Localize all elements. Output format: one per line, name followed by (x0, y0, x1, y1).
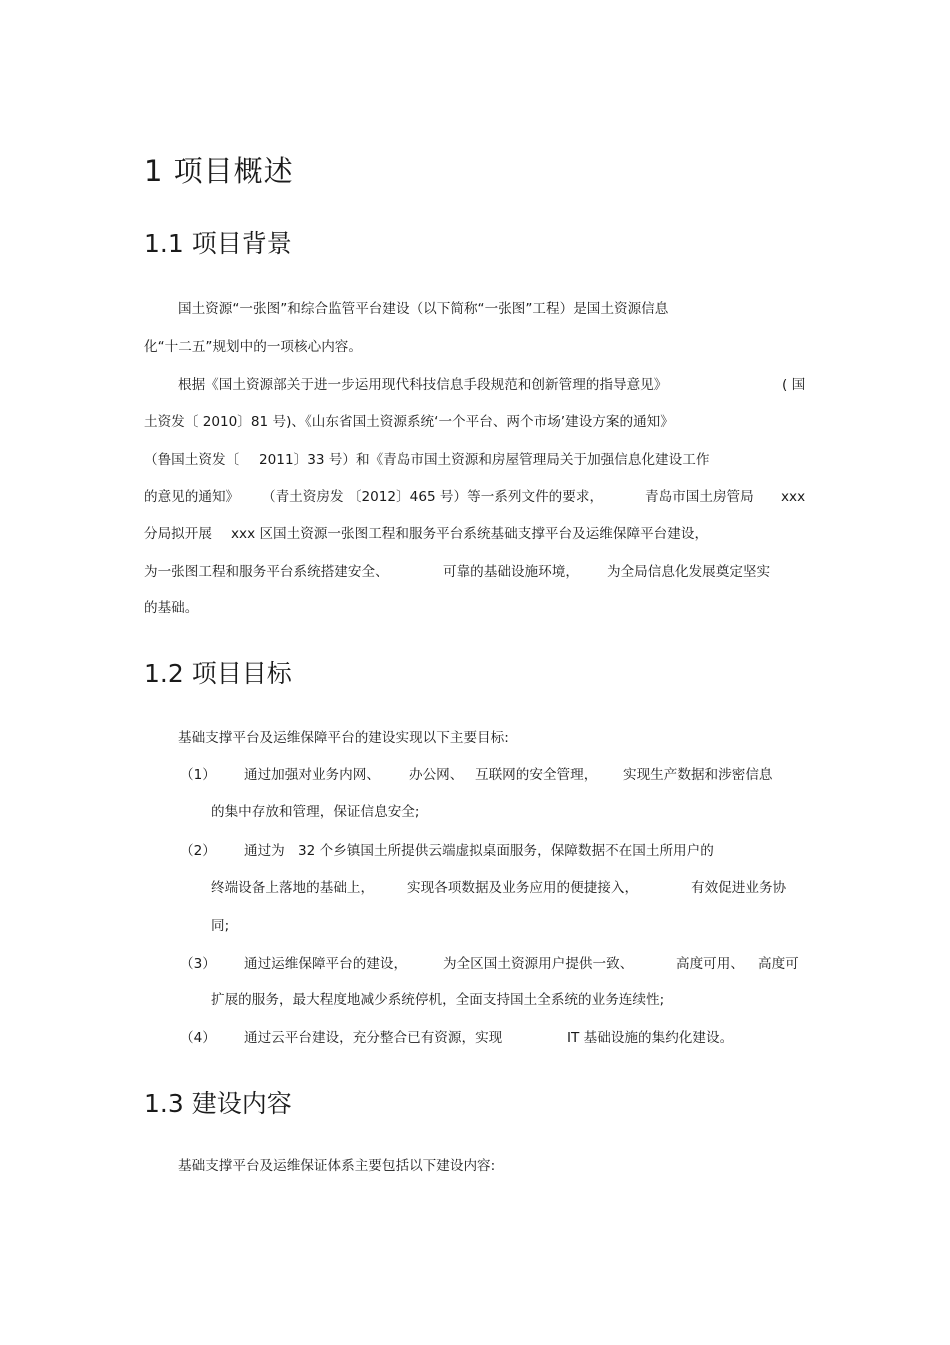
paragraph-line: 青岛市国土房管局 (645, 489, 754, 505)
paragraph-line: 国土资源“一张图”和综合监管平台建设（以下简称“一张图”工程）是国土资源信息 (178, 301, 669, 317)
paragraph-line: 根据《国土资源部关于进一步运用现代科技信息手段规范和创新管理的指导意见》 (178, 377, 668, 393)
paragraph-line: ( 国 (782, 377, 806, 393)
paragraph-line: （鲁国土资发〔 (144, 452, 240, 468)
list-number: （2） (180, 843, 216, 859)
list-number: （1） (180, 767, 216, 783)
list-text: 同; (211, 918, 230, 934)
list-text: 通过云平台建设，充分整合已有资源，实现 (244, 1030, 503, 1046)
section-intro: 基础支撑平台及运维保障平台的建设实现以下主要目标: (178, 730, 509, 746)
paragraph-line: 化“十二五”规划中的一项核心内容。 (144, 339, 362, 355)
section-title-1-1: 1.1 项目背景 (144, 229, 292, 258)
list-text: 高度可 (758, 956, 799, 972)
list-number: （3） (180, 956, 216, 972)
paragraph-line: 土资发〔 2010〕81 号)、《山东省国土资源系统‘一个平台、两个市场’建设方案的通知》 (144, 414, 674, 430)
section-title-1-2: 1.2 项目目标 (144, 659, 292, 688)
paragraph-line: xxx 区国土资源一张图工程和服务平台系统基础支撑平台及运维保障平台建设， (231, 526, 709, 542)
list-text: 互联网的安全管理， (475, 767, 598, 783)
list-text: IT 基础设施的集约化建设。 (567, 1030, 734, 1046)
list-text: 实现各项数据及业务应用的便捷接入， (407, 880, 639, 896)
list-text: 通过为 (244, 843, 285, 859)
paragraph-line: （青土资房发 〔2012〕465 号）等一系列文件的要求， (262, 489, 604, 505)
list-text: 32 个乡镇国土所提供云端虚拟桌面服务，保障数据不在国土所用户的 (298, 843, 714, 859)
section-title-1-3: 1.3 建设内容 (144, 1089, 292, 1118)
paragraph-line: 2011〕33 号）和《青岛市国土资源和房屋管理局关于加强信息化建设工作 (259, 452, 710, 468)
paragraph-line: 为全局信息化发展奠定坚实 (607, 564, 771, 580)
list-text: 的集中存放和管理，保证信息安全; (211, 804, 420, 820)
chapter-title: 1 项目概述 (144, 154, 294, 188)
paragraph-line: 的意见的通知》 (144, 489, 240, 505)
list-text: 扩展的服务，最大程度地减少系统停机，全面支持国土全系统的业务连续性; (211, 992, 665, 1008)
list-text: 高度可用、 (676, 956, 744, 972)
list-text: 实现生产数据和涉密信息 (623, 767, 773, 783)
paragraph-line: 为一张图工程和服务平台系统搭建安全、 (144, 564, 389, 580)
list-number: （4） (180, 1030, 216, 1046)
list-text: 有效促进业务协 (691, 880, 787, 896)
paragraph-line: 的基础。 (144, 600, 199, 616)
list-text: 为全区国土资源用户提供一致、 (443, 956, 634, 972)
list-text: 办公网、 (409, 767, 464, 783)
paragraph-line: 分局拟开展 (144, 526, 212, 542)
list-text: 通过运维保障平台的建设， (244, 956, 408, 972)
paragraph-line: 可靠的基础设施环境， (443, 564, 579, 580)
list-text: 终端设备上落地的基础上， (211, 880, 375, 896)
section-intro: 基础支撑平台及运维保证体系主要包括以下建设内容: (178, 1158, 496, 1174)
paragraph-line: xxx (781, 489, 806, 505)
list-text: 通过加强对业务内网、 (244, 767, 380, 783)
